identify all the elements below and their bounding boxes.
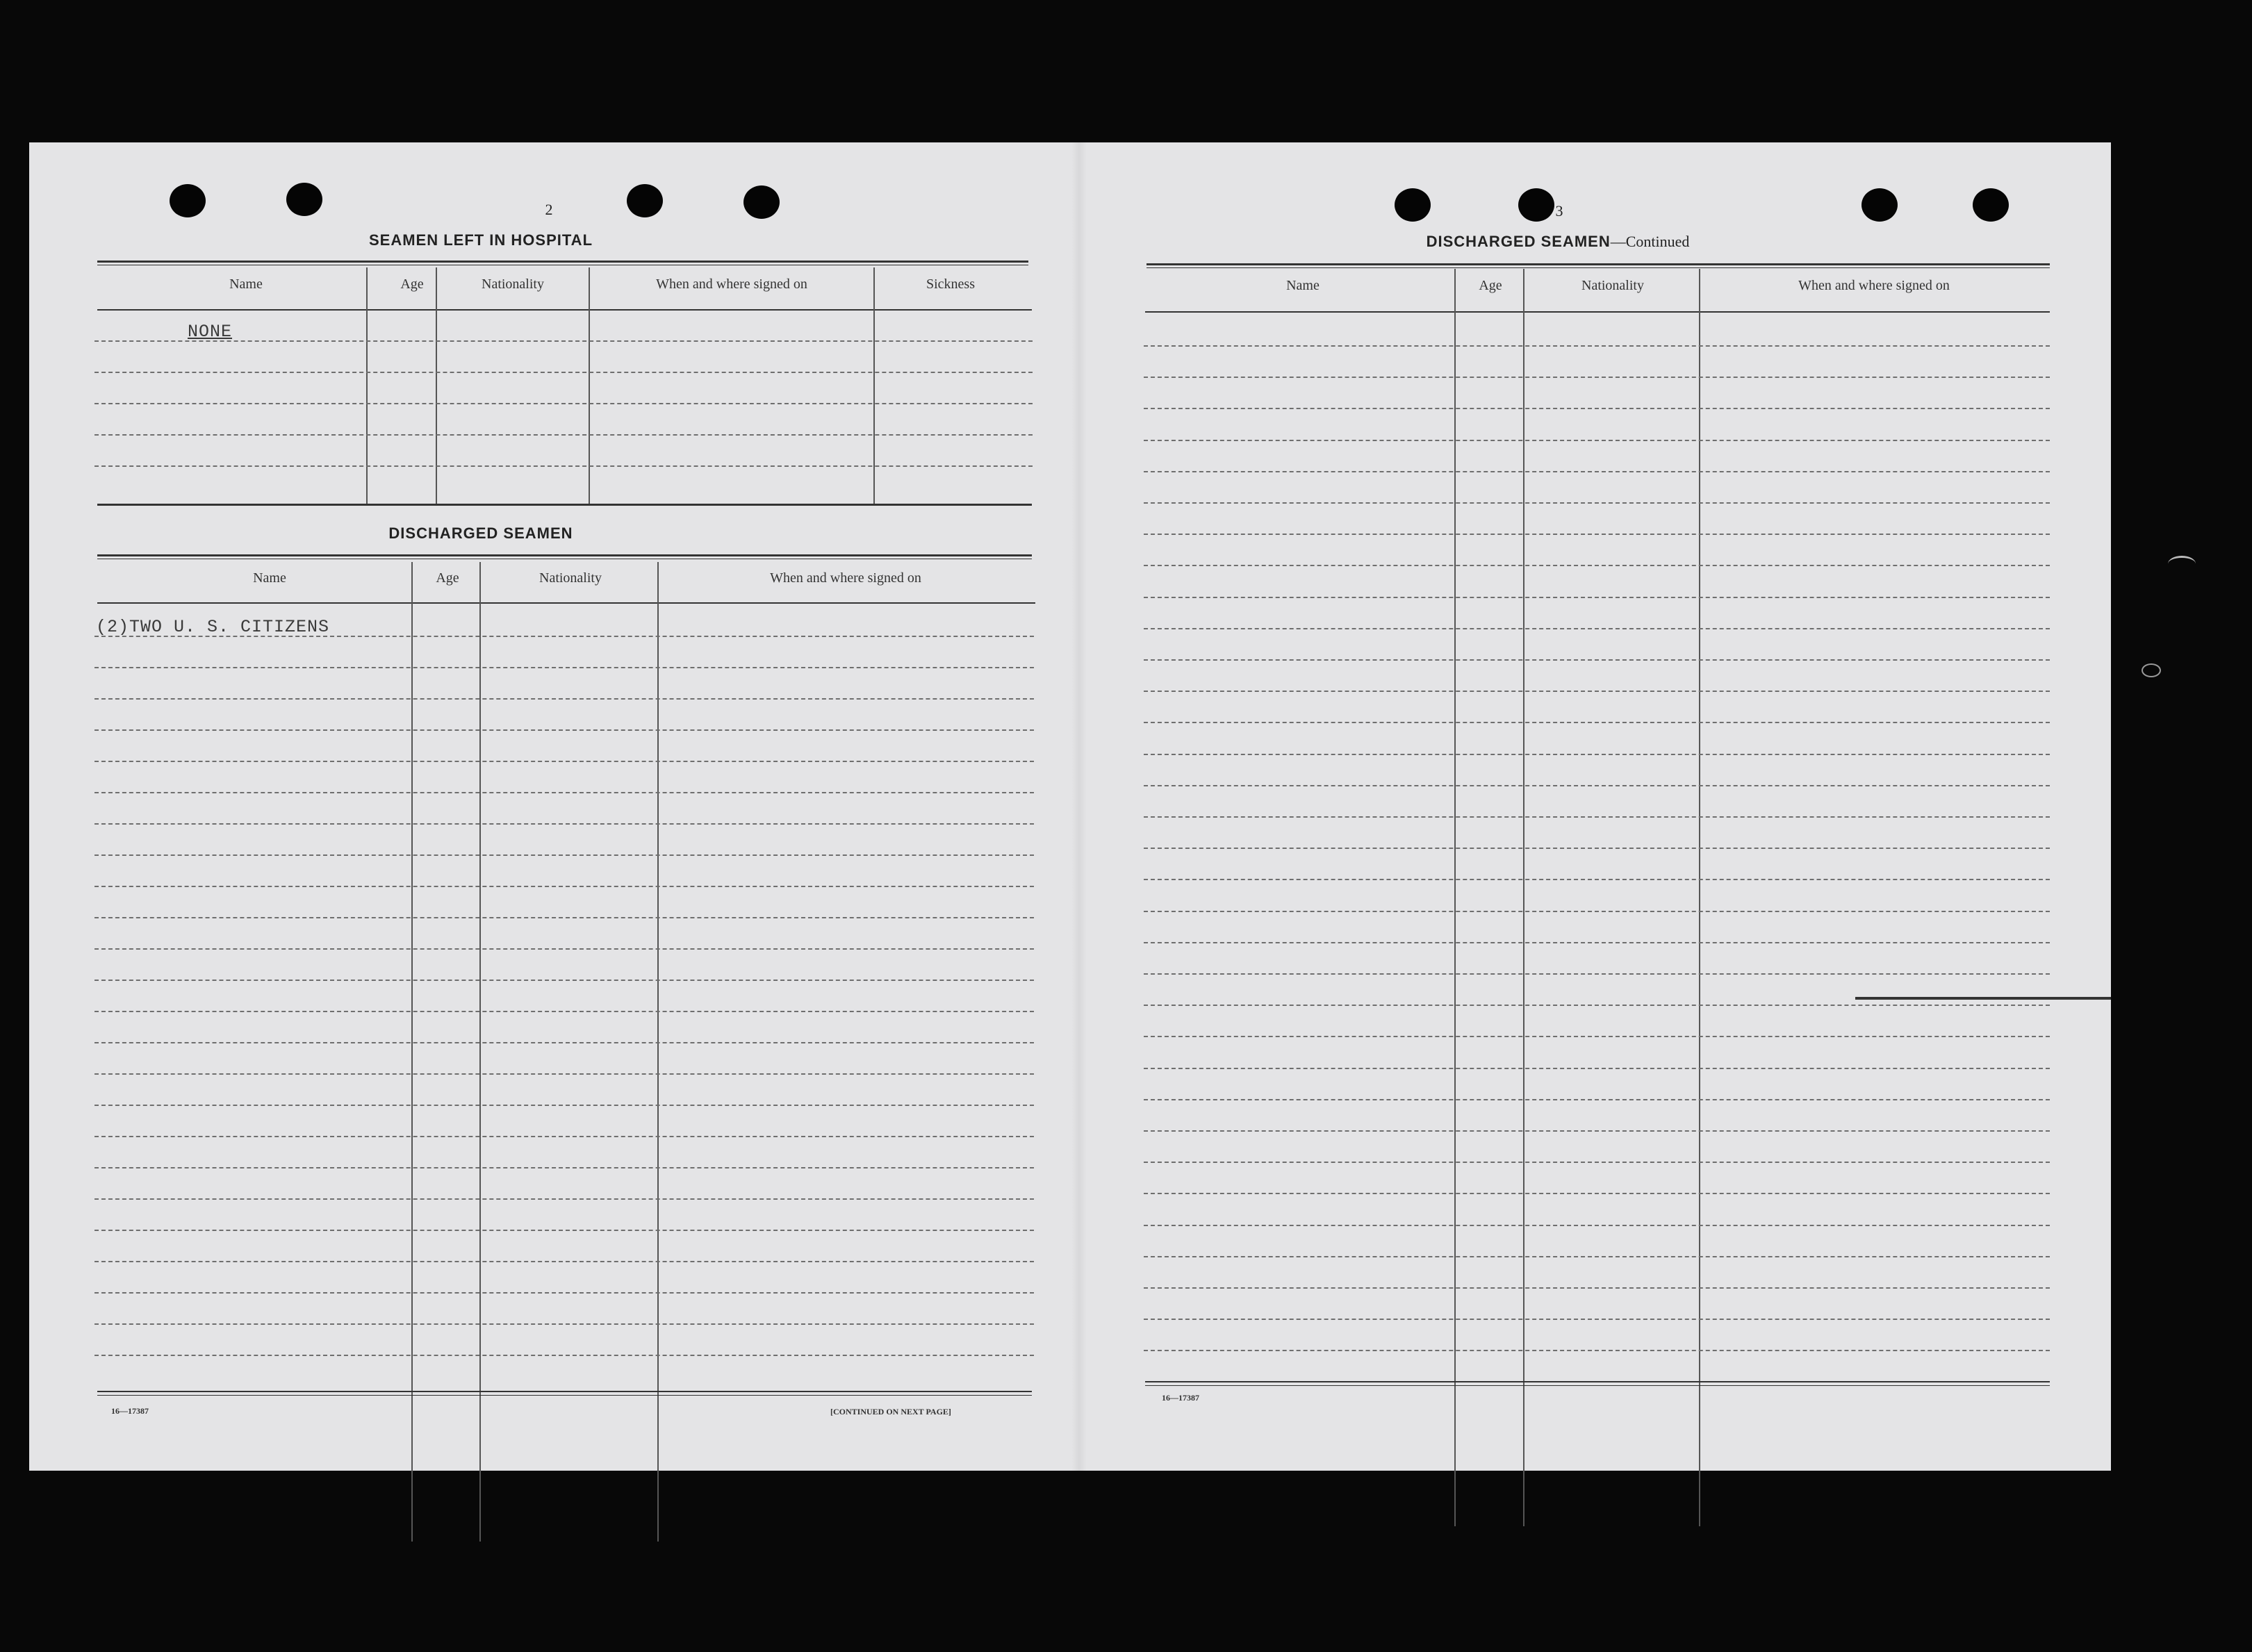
ruling-line xyxy=(94,340,1033,342)
ruling-line xyxy=(1144,1130,2050,1132)
ruling-line xyxy=(94,1167,1034,1168)
right-header-nationality: Nationality xyxy=(1581,278,1644,293)
page-number-left: 2 xyxy=(545,201,553,218)
ruling-line xyxy=(94,1292,1034,1294)
ruling-line xyxy=(1144,848,2050,849)
edge-mark xyxy=(2142,663,2161,677)
ruling-line xyxy=(94,1136,1034,1137)
ruling-line xyxy=(1144,440,2050,441)
ruling-line xyxy=(1144,785,2050,786)
discharged-header-nationality: Nationality xyxy=(539,570,602,586)
punch-hole xyxy=(1395,188,1431,222)
ruling-line xyxy=(1144,722,2050,723)
ruling-line xyxy=(1144,942,2050,943)
ruling-line xyxy=(94,1230,1034,1231)
ruling-line xyxy=(94,1355,1034,1356)
ruling-line xyxy=(94,948,1034,950)
ruling-line xyxy=(1144,1225,2050,1226)
ruling-line xyxy=(1144,659,2050,661)
ruling-line xyxy=(1144,408,2050,409)
right-top-rule xyxy=(1146,263,2050,265)
discharged-entry-name: (2)TWO U. S. CITIZENS xyxy=(96,617,330,637)
right-header-signed-on: When and where signed on xyxy=(1798,278,1950,293)
hospital-section-title: SEAMEN LEFT IN HOSPITAL xyxy=(368,231,593,249)
hospital-header-signed-on: When and where signed on xyxy=(656,276,807,292)
hospital-header-age: Age xyxy=(400,276,424,292)
punch-hole xyxy=(627,184,663,217)
right-header-name: Name xyxy=(1286,278,1320,293)
ruling-line xyxy=(94,980,1034,981)
ruling-line xyxy=(94,372,1033,373)
discharged-header-age: Age xyxy=(436,570,459,586)
right-section-title xyxy=(1349,233,1766,251)
ruling-line xyxy=(1144,471,2050,472)
ruling-line xyxy=(94,434,1033,436)
ruling-line xyxy=(94,667,1034,668)
discharged-section-title: DISCHARGED SEAMEN xyxy=(388,524,573,542)
ruling-line xyxy=(1144,502,2050,504)
ledger-document xyxy=(29,142,2111,1471)
discharged-top-rule xyxy=(97,554,1032,556)
ruling-line xyxy=(94,792,1034,793)
discharged-header-signed-on: When and where signed on xyxy=(770,570,921,586)
punch-hole xyxy=(743,185,780,219)
ruling-line xyxy=(94,403,1033,404)
ruling-line xyxy=(94,1261,1034,1262)
ruling-line xyxy=(1144,1068,2050,1069)
ruling-line xyxy=(1144,1287,2050,1289)
ruling-line xyxy=(94,854,1034,856)
ruling-line xyxy=(1144,345,2050,347)
ruling-line xyxy=(1144,816,2050,818)
page-fold xyxy=(1071,142,1087,1471)
punch-hole xyxy=(1861,188,1898,222)
ruling-line xyxy=(1144,1005,2050,1006)
ruling-line xyxy=(1144,534,2050,535)
right-section-title-text: DISCHARGED SEAMEN xyxy=(1426,233,1611,250)
punch-hole xyxy=(1973,188,2009,222)
ruling-line xyxy=(94,1011,1034,1012)
hospital-header-sickness: Sickness xyxy=(926,276,975,292)
ruling-line xyxy=(1144,1193,2050,1194)
punch-hole xyxy=(286,183,322,216)
page-number-right: 3 xyxy=(1555,202,1563,220)
ruling-line xyxy=(94,761,1034,762)
edge-mark xyxy=(2168,556,2196,572)
punch-hole xyxy=(170,184,206,217)
ruling-line xyxy=(1144,973,2050,975)
ruling-line xyxy=(1144,754,2050,755)
ruling-line xyxy=(1144,565,2050,566)
discharged-header-name: Name xyxy=(253,570,286,586)
ruling-line xyxy=(1144,1162,2050,1163)
ruling-line xyxy=(1144,628,2050,629)
ruling-line xyxy=(1144,597,2050,598)
ruling-line xyxy=(94,698,1034,700)
ruling-line xyxy=(1144,879,2050,880)
hospital-header-nationality: Nationality xyxy=(482,276,544,292)
ruling-line xyxy=(94,1323,1034,1325)
right-header-age: Age xyxy=(1479,278,1502,293)
ruling-line xyxy=(1144,1350,2050,1351)
form-number-right: 16—17387 xyxy=(1162,1393,1199,1403)
ruling-line xyxy=(94,465,1033,467)
ruling-line xyxy=(1144,1319,2050,1320)
continued-note: [CONTINUED ON NEXT PAGE] xyxy=(830,1407,951,1416)
ruling-line xyxy=(94,886,1034,887)
ruling-line xyxy=(1144,1099,2050,1100)
right-section-title-suffix: —Continued xyxy=(1610,233,1690,250)
ruling-line xyxy=(94,1105,1034,1106)
ruling-line xyxy=(94,1073,1034,1075)
ruling-line xyxy=(1144,1036,2050,1037)
hospital-entry-name: NONE xyxy=(188,322,233,342)
hospital-header-name: Name xyxy=(229,276,263,292)
hospital-top-rule xyxy=(97,261,1028,263)
ruling-line xyxy=(94,823,1034,825)
ruling-line xyxy=(1144,691,2050,692)
ruling-line xyxy=(1144,1256,2050,1257)
form-number-left: 16—17387 xyxy=(111,1406,149,1416)
ruling-line xyxy=(1144,377,2050,378)
ruling-line xyxy=(94,1198,1034,1200)
ruling-line xyxy=(1144,911,2050,912)
ruling-line xyxy=(94,917,1034,918)
ruling-line xyxy=(94,1042,1034,1043)
ruling-line xyxy=(94,729,1034,731)
